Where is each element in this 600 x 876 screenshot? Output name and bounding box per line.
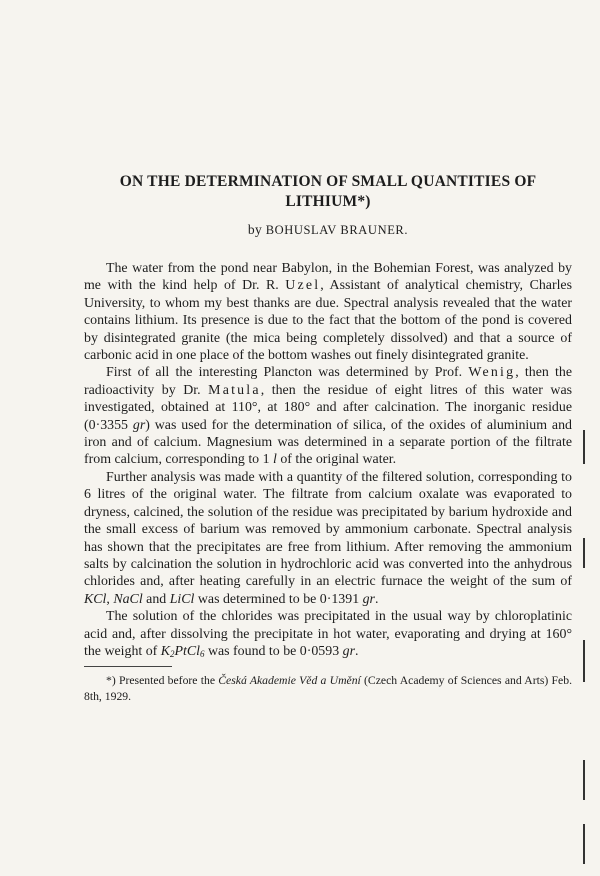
footnote-rule: [84, 666, 172, 667]
footnote-text-a: *) Presented before the: [106, 674, 219, 688]
p1-name: Uzel: [285, 278, 321, 294]
p3-formula-2: NaCl: [113, 591, 143, 607]
p1-text-b: , Assistant of analytical chemistry, Charles University, to whom my best thanks are due. Spectral analysis revealed that the water contains lithium. Its presence is due to the fact that the bottom of the pond is covered by disintegrated granite (the mica being completely dissolved) and that a source of carbonic acid in one place of the bottom washes out finely disintegrated granite.: [84, 278, 572, 364]
footnote: [84, 673, 572, 705]
p4-unit: gr: [342, 643, 355, 659]
margin-mark-2: [583, 538, 585, 568]
byline-prefix: by: [247, 222, 262, 237]
p2-text-d: ) was used for the determination of silica, of the oxides of aluminium and iron and of calcium. Magnesium was determined in a separate portion of the filtrate from calcium, corresponding to 1: [84, 417, 572, 468]
author-name: BOHUSLAV BRAUNER.: [265, 223, 409, 237]
byline: [84, 222, 572, 238]
p3-text-c: .: [374, 591, 379, 607]
p4-text-b: was found to be 0·0593: [204, 643, 343, 659]
paragraph-2: [84, 364, 572, 468]
margin-mark-4: [583, 760, 585, 800]
article-body: [84, 260, 572, 705]
p4-text-c: .: [354, 643, 359, 659]
footnote-academy: Česká Akademie Věd a Umění: [218, 674, 361, 688]
paragraph-1: [84, 260, 572, 364]
p4-text-a: The solution of the chlorides was precipitated in the usual way by chloroplatinic acid and, after dissolving the precipitate in hot water, evaporating and drying at 160° the weight of: [84, 609, 572, 659]
p2-name-1: Wenig: [468, 365, 516, 381]
paragraph-4: [84, 608, 572, 660]
footnote-text-b: (Czech Academy of Sciences and Arts) Feb. 8th, 1929.: [84, 674, 572, 704]
margin-mark-3: [583, 640, 585, 682]
p3-text-a: Further analysis was made with a quantity of the filtered solution, corresponding to 6 litres of the original water. The filtrate from calcium oxalate was evaporated to dryness, calcined, the solution of the residue was precipitated by barium hydroxide and the small excess of barium was removed by ammonium carbonate. Spectral analysis has shown that the precipitates are free from lithium. After removing the ammonium salts by calcination the solution in hydrochloric acid was converted into the anhydrous chlorides and, after heating carefully in an electric furnace the weight of the sum of: [84, 469, 572, 590]
p2-unit-1: gr: [132, 417, 146, 433]
p3-formula-3: LiCl: [169, 591, 195, 607]
p3-sep-2: and: [142, 591, 170, 607]
p3-formula-1: KCl: [84, 591, 107, 607]
article-page: [84, 172, 572, 705]
p2-unit-2: l: [273, 452, 277, 468]
p2-text-a: First of all the interesting Plancton was determined by Prof.: [106, 365, 469, 381]
p4-formula-sub-1: 2: [170, 648, 175, 659]
margin-mark-5: [583, 824, 585, 864]
margin-mark-1: [583, 430, 585, 464]
p2-text-c: , then the residue of eight litres of this water was investigated, obtained at 110°, at 180° and after calcination. The inorganic residue (0·3355: [84, 382, 573, 433]
p4-formula-sub-2: 6: [200, 648, 205, 659]
p2-text-e: of the original water.: [276, 452, 397, 468]
paragraph-3: [84, 469, 572, 608]
p1-text-a: The water from the pond near Babylon, in the Bohemian Forest, was analyzed by me with the kind help of Dr. R.: [84, 261, 572, 294]
p4-formula-ptcl: PtCl: [174, 643, 200, 659]
p3-unit: gr: [362, 591, 375, 607]
p4-formula: [161, 644, 205, 659]
p4-formula-k: K: [160, 643, 171, 659]
p3-sep-1: ,: [106, 591, 114, 607]
p2-name-2: Matula: [208, 382, 261, 398]
p3-text-b: was determined to be 0·1391: [194, 591, 363, 607]
p2-text-b: , then the radioactivity by Dr.: [84, 365, 572, 398]
article-title: ON THE DETERMINATION OF SMALL QUANTITIES OF LITHIUM*): [119, 173, 537, 210]
